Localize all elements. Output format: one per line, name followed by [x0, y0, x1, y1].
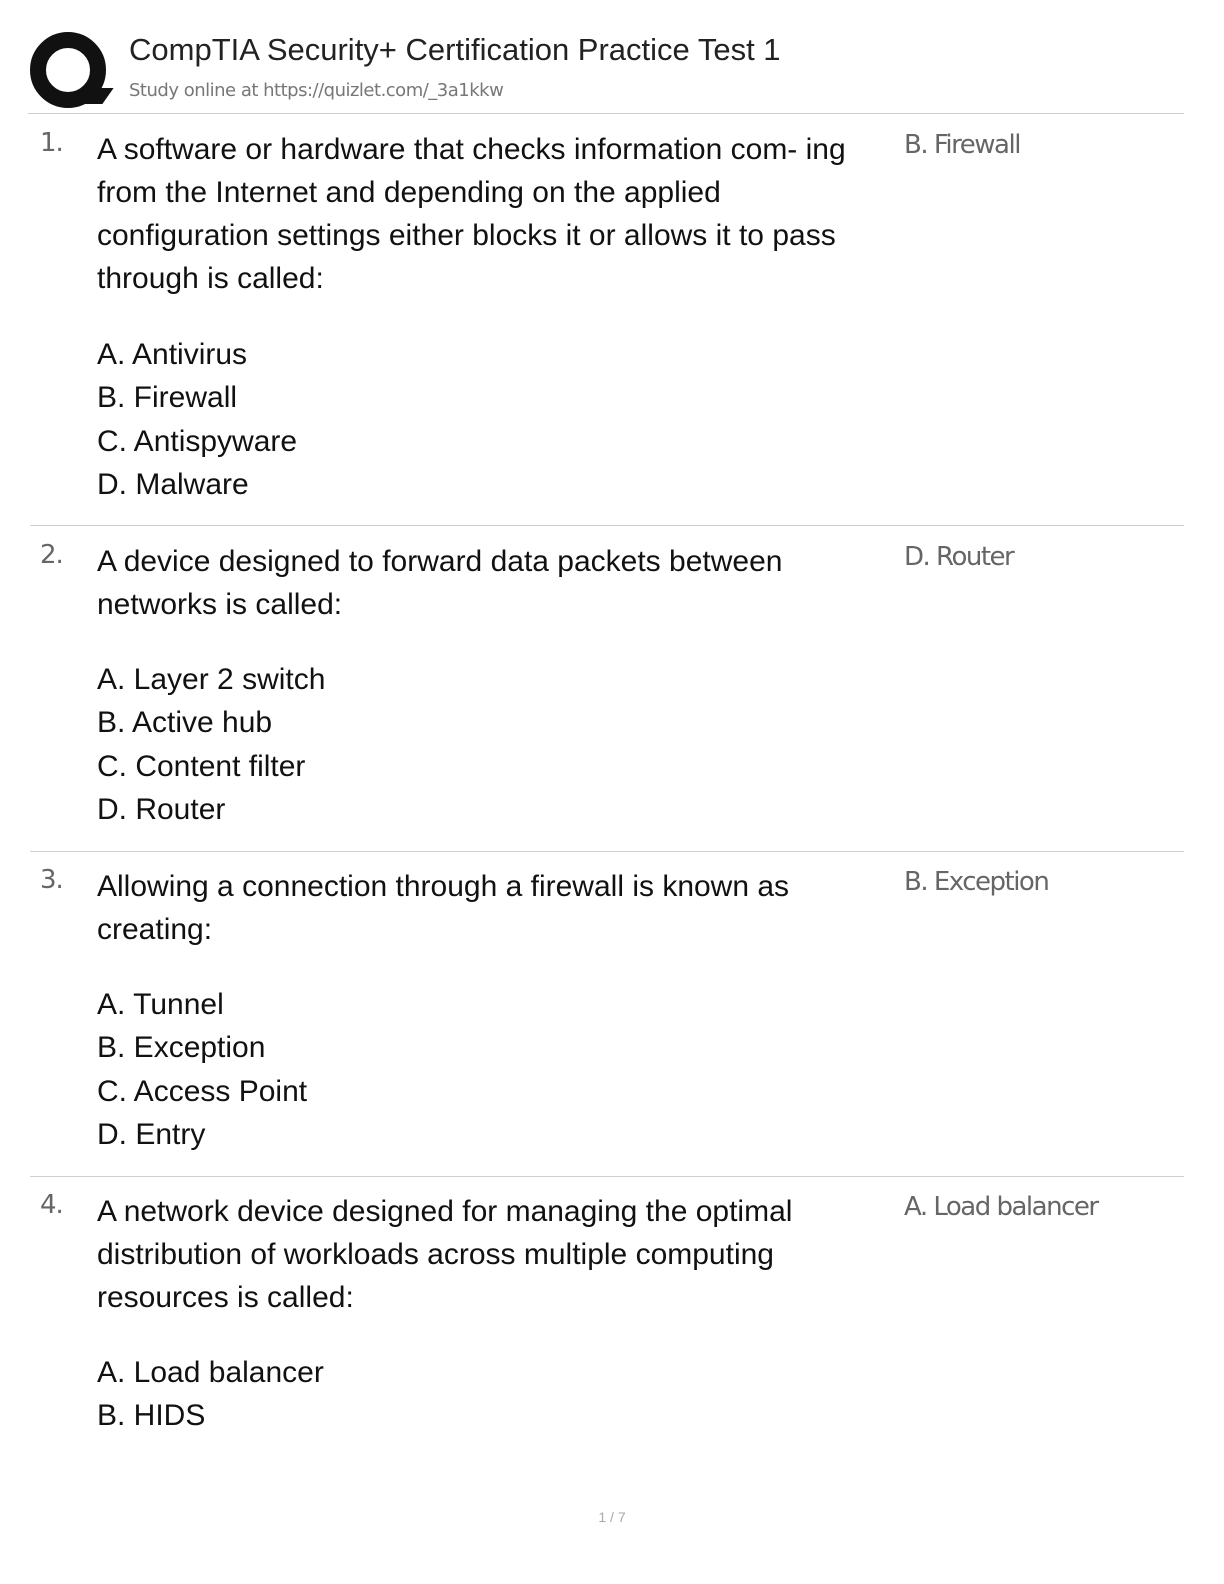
answer-text: A. Load balancer [904, 1192, 1098, 1222]
option-item: B. Exception [97, 1031, 266, 1065]
page-number: 1 / 7 [598, 1509, 626, 1525]
question-card [30, 540, 1184, 852]
option-item: A. Layer 2 switch [97, 663, 326, 696]
question-number: 1. [40, 128, 63, 158]
question-card [30, 128, 1184, 526]
answer-text: B. Exception [904, 867, 1049, 897]
option-item: A. Load balancer [97, 1356, 324, 1389]
question-divider [30, 1176, 1184, 1177]
question-number: 4. [40, 1190, 63, 1220]
option-item: C. Content filter [97, 749, 306, 783]
option-item: C. Access Point [97, 1074, 308, 1108]
page-title: CompTIA Security+ Certification Practice Test 1 [129, 32, 781, 67]
study-online-link[interactable]: Study online at https://quizlet.com/_3a1kkw [129, 80, 504, 101]
answer-text: D. Router [904, 542, 1014, 572]
answer-text: B. Firewall [904, 130, 1020, 160]
options-list [97, 333, 297, 506]
question-divider [30, 525, 1184, 526]
question-text: A software or hardware that checks information com- ing from the Internet and depending on the applied configuration settings either blocks it or allows it to pass through is called: [97, 133, 846, 295]
options-list [97, 658, 325, 831]
option-item: B. HIDS [97, 1399, 206, 1433]
header-divider [28, 113, 1184, 114]
option-item: A. Antivirus [97, 338, 248, 371]
options-list [97, 983, 307, 1156]
question-text: Allowing a connection through a firewall is known as creating: [97, 870, 790, 946]
question-card [30, 865, 1184, 1177]
option-item: D. Malware [97, 467, 249, 501]
question-text: A device designed to forward data packets between networks is called: [97, 545, 783, 621]
option-item: C. Antispyware [97, 424, 298, 458]
option-item: B. Firewall [97, 381, 238, 415]
option-item: A. Tunnel [97, 988, 224, 1021]
option-item: D. Router [97, 792, 226, 826]
option-item: B. Active hub [97, 706, 273, 740]
question-number: 3. [40, 865, 63, 895]
page-header [28, 28, 1184, 114]
option-item: D. Entry [97, 1117, 206, 1151]
question-card [30, 1190, 1184, 1450]
question-text: A network device designed for managing the optimal distribution of workloads across multiple computing resources is called: [97, 1195, 793, 1314]
question-divider [30, 851, 1184, 852]
options-list [97, 1351, 324, 1438]
question-number: 2. [40, 540, 63, 570]
